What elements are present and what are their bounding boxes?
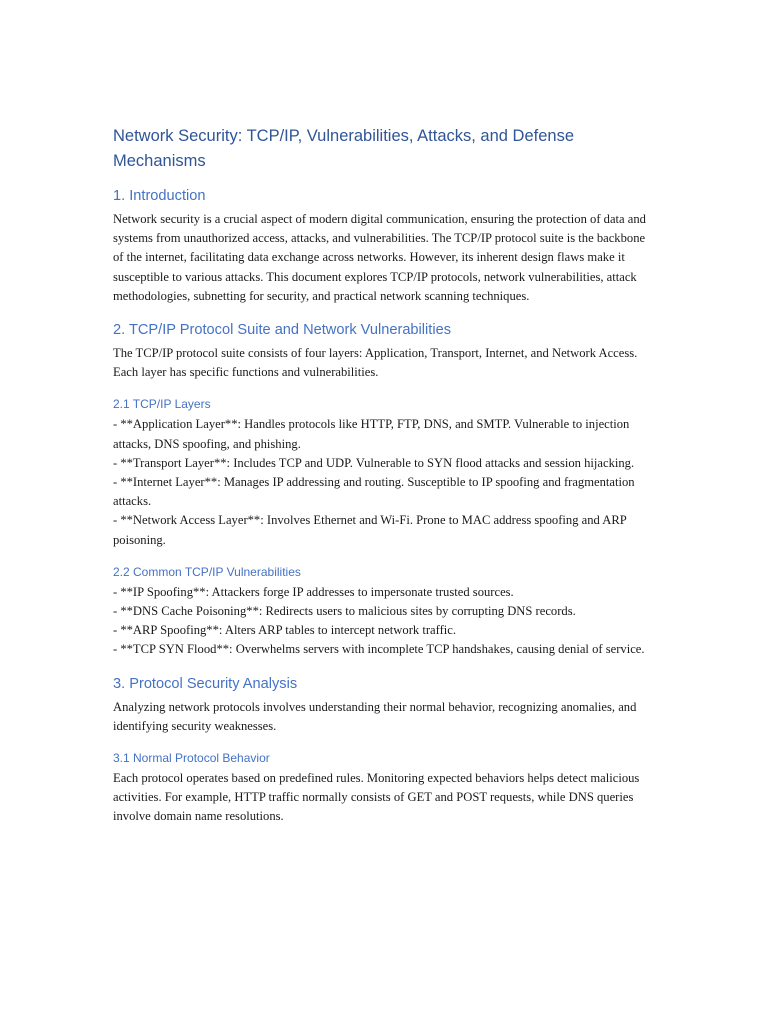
- subsection-heading-normal-behavior: 3.1 Normal Protocol Behavior: [113, 751, 270, 766]
- section-heading-tcpip: 2. TCP/IP Protocol Suite and Network Vulnerabilities: [113, 322, 451, 339]
- list-item: - **Network Access Layer**: Involves Ethernet and Wi-Fi. Prone to MAC address spoofing and ARP poisoning.: [113, 513, 627, 547]
- normal-behavior-paragraph: Each protocol operates based on predefined rules. Monitoring expected behaviors helps detect malicious activities. For example, HTTP traffic normally consists of GET and POST requests, while DNS queries involve domain name resolutions.: [113, 771, 640, 824]
- list-item: - **DNS Cache Poisoning**: Redirects users to malicious sites by corrupting DNS records.: [113, 604, 576, 619]
- list-item: - **IP Spoofing**: Attackers forge IP addresses to impersonate trusted sources.: [113, 584, 514, 599]
- list-item: - **ARP Spoofing**: Alters ARP tables to intercept network traffic.: [113, 623, 457, 638]
- subsection-heading-vulnerabilities: 2.2 Common TCP/IP Vulnerabilities: [113, 564, 301, 579]
- list-item: - **Internet Layer**: Manages IP addressing and routing. Susceptible to IP spoofing and fragmentation attacks.: [113, 475, 635, 509]
- list-item: - **TCP SYN Flood**: Overwhelms servers with incomplete TCP handshakes, causing denial of service.: [113, 642, 645, 657]
- list-item: - **Application Layer**: Handles protocols like HTTP, FTP, DNS, and SMTP. Vulnerable to injection attacks, DNS spoofing, and phishing.: [113, 417, 630, 451]
- document-content: [113, 124, 658, 827]
- protocol-analysis-paragraph: Analyzing network protocols involves understanding their normal behavior, recognizing anomalies, and identifying security weaknesses.: [113, 699, 637, 733]
- vulnerabilities-list: [113, 583, 658, 660]
- introduction-paragraph: Network security is a crucial aspect of modern digital communication, ensuring the protection of data and systems from unauthorized access, attacks, and vulnerabilities. The TCP/IP protocol suite is the backbone of the internet, facilitating data exchange across networks. However, its inherent design flaws make it susceptible to various attacks. This document explores TCP/IP protocols, network vulnerabilities, attack methodologies, subnetting for security, and practical network scanning techniques.: [113, 212, 646, 303]
- section-heading-protocol-analysis: 3. Protocol Security Analysis: [113, 675, 298, 692]
- section-heading-introduction: 1. Introduction: [113, 188, 206, 204]
- subsection-heading-tcpip-layers: 2.1 TCP/IP Layers: [113, 397, 211, 412]
- tcpip-layers-list: [113, 415, 658, 549]
- document-title: Network Security: TCP/IP, Vulnerabilities, Attacks, and Defense Mechanisms: [113, 127, 574, 170]
- tcpip-paragraph: The TCP/IP protocol suite consists of four layers: Application, Transport, Internet, and Network Access. Each layer has specific functions and vulnerabilities.: [113, 346, 638, 380]
- list-item: - **Transport Layer**: Includes TCP and UDP. Vulnerable to SYN flood attacks and session hijacking.: [113, 455, 635, 470]
